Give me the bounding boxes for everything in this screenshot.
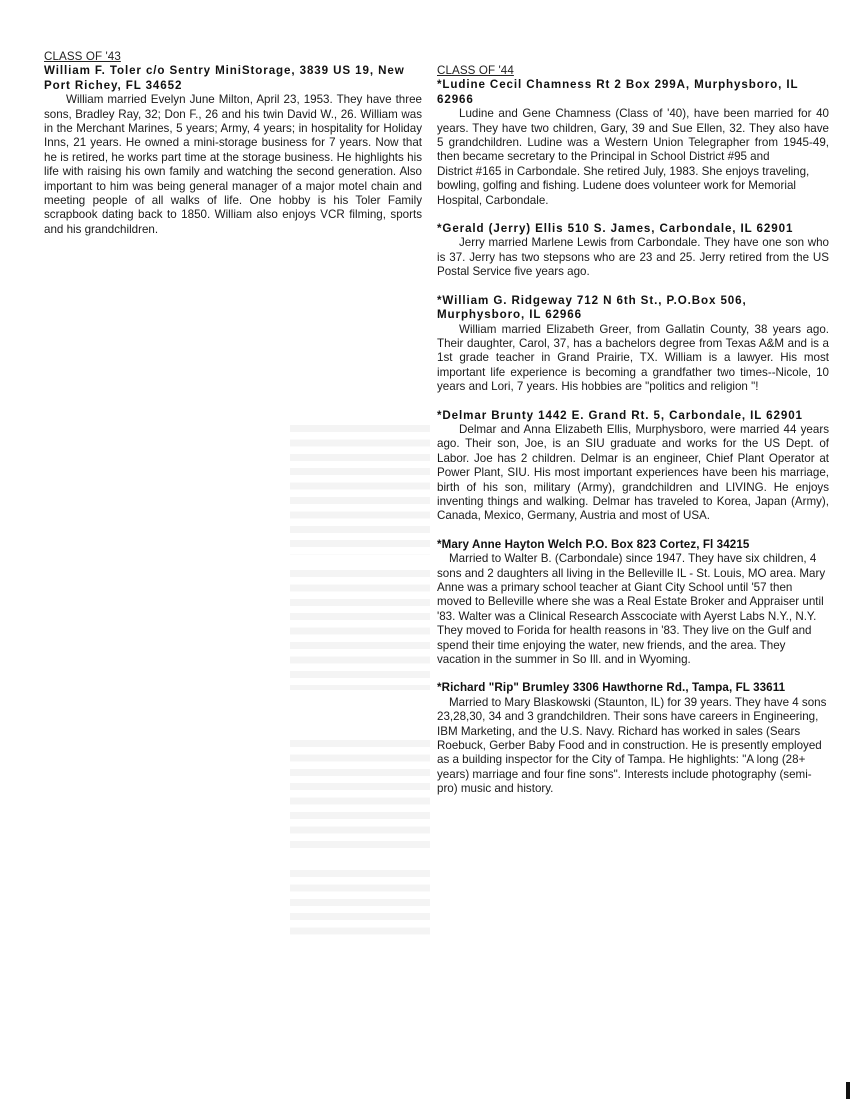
entry-richard-brumley	[437, 681, 829, 796]
show-through-texture	[290, 740, 430, 850]
entry-william-ridgeway	[437, 294, 829, 395]
entry-heading: *Gerald (Jerry) Ellis 510 S. James, Carbondale, IL 62901	[437, 222, 794, 236]
entry-delmar-brunty	[437, 409, 829, 524]
entry-ludine-chamness	[437, 78, 829, 208]
entry-body: William married Evelyn June Milton, April 23, 1953. They have three sons, Bradley Ray, 32; Don F., 26 and his twin David W., 26. William was in the Merchant Marines, 5 years; Army, 4 years; in hospitality for Holiday Inns, 21 years. He owned a mini-storage business for 7 years. Now that he is retired, he works part time at the storage business. He highlights his life with raising his own family and watching the second generation. Also important to him was being general manager of a major motel chain and meeting people of all walks of life. One hobby is his Toler Family scrapbook dating back to 1850. William also enjoys VCR filming, sports and his grandchildren.	[44, 93, 422, 236]
right-column	[437, 64, 829, 811]
entry-body: Jerry married Marlene Lewis from Carbondale. They have one son who is 37. Jerry has two stepsons who are 23 and 25. Jerry retired from the US Postal Service five years ago.	[437, 236, 829, 279]
entry-gerald-ellis	[437, 222, 829, 280]
scan-edge-mark	[846, 1082, 850, 1099]
show-through-texture	[290, 570, 430, 690]
entry-body: Delmar and Anna Elizabeth Ellis, Murphysboro, were married 44 years ago. Their son, Joe, is an SIU graduate and works for the US Dept. of Labor. Joe has 2 children. Delmar is an engineer, Chief Plant Operator at Power Plant, SIU. His most important experiences have been his marriage, birth of his son, military (Army), grandchildren and LIVING. He enjoys inventing things and walking. Delmar has traveled to Korea, Japan (Army), Canada, Mexico, Germany, Austria and most of USA.	[437, 422, 829, 523]
entry-body: William married Elizabeth Greer, from Gallatin County, 38 years ago. Their daughter, Carol, 37, has a bachelors degree from Texas A&M and is a 1st grade teacher in Grand Prairie, TX. William is a lawyer. His most important life experience is becoming a grandfather two times--Nicole, 10 years and Lori, 7 years. His hobbies are "politics and religion "!	[437, 322, 829, 394]
entry-heading: William F. Toler c/o Sentry MiniStorage, 3839 US 19, New Port Richey, FL 34652	[44, 64, 405, 92]
class-of-43-heading: CLASS OF '43	[44, 50, 121, 63]
class-of-44-heading: CLASS OF '44	[437, 64, 514, 77]
show-through-texture	[290, 870, 430, 940]
entry-heading: *Mary Anne Hayton Welch P.O. Box 823 Cortez, Fl 34215	[437, 537, 750, 551]
entry-william-toler	[44, 64, 422, 237]
entry-body: Ludine and Gene Chamness (Class of '40), have been married for 40 years. They have two children, Gary, 39 and Sue Ellen, 32. They also have 5 grandchildren. Ludine was a Western Union Telegrapher from 1945-49, then became secretary to the Principal in School District #95 and	[437, 107, 829, 164]
left-column	[44, 50, 422, 251]
entry-body-continued: District #165 in Carbondale. She retired July, 1983. She enjoys traveling, bowling, golfing and fishing. Ludene does volunteer work for Memorial Hospital, Carbondale.	[437, 164, 810, 207]
entry-mary-anne-welch	[437, 538, 829, 668]
show-through-texture	[290, 425, 430, 555]
entry-heading: *William G. Ridgeway 712 N 6th St., P.O.Box 506, Murphysboro, IL 62966	[437, 293, 747, 322]
entry-heading: *Delmar Brunty 1442 E. Grand Rt. 5, Carbondale, IL 62901	[437, 408, 803, 422]
entry-body: Married to Walter B. (Carbondale) since 1947. They have six children, 4 sons and 2 daughters all living in the Belleville IL - St. Louis, MO area. Mary Anne was a primary school teacher at Giant City School until '57 then moved to Belleville where she was a Real Estate Broker and Appraiser until '83. Walter was a Clinical Research Asscociate with Ayerst Labs N.Y., N.Y. They moved to Forida for health reasons in '83. They live on the Gulf and spend their time enjoying the water, new friends, and the area. They vacation in the summer in So Ill. and in Wyoming.	[437, 552, 826, 667]
entry-heading: *Richard "Rip" Brumley 3306 Hawthorne Rd., Tampa, FL 33611	[437, 681, 786, 695]
entry-heading: *Ludine Cecil Chamness Rt 2 Box 299A, Murphysboro, IL 62966	[437, 78, 799, 106]
entry-body: Married to Mary Blaskowski (Staunton, IL) for 39 years. They have 4 sons 23,28,30, 34 and 3 grandchildren. Their sons have careers in Engineering, IBM Marketing, and the U.S. Navy. Richard has worked in sales (Sears Roebuck, Gerber Baby Food and in construction. He is presently employed as a building inspector for the City of Tampa. He highlights: "A long (28+ years) marriage and four fine sons". Interests include photography (semi-pro) music and history.	[437, 695, 827, 796]
